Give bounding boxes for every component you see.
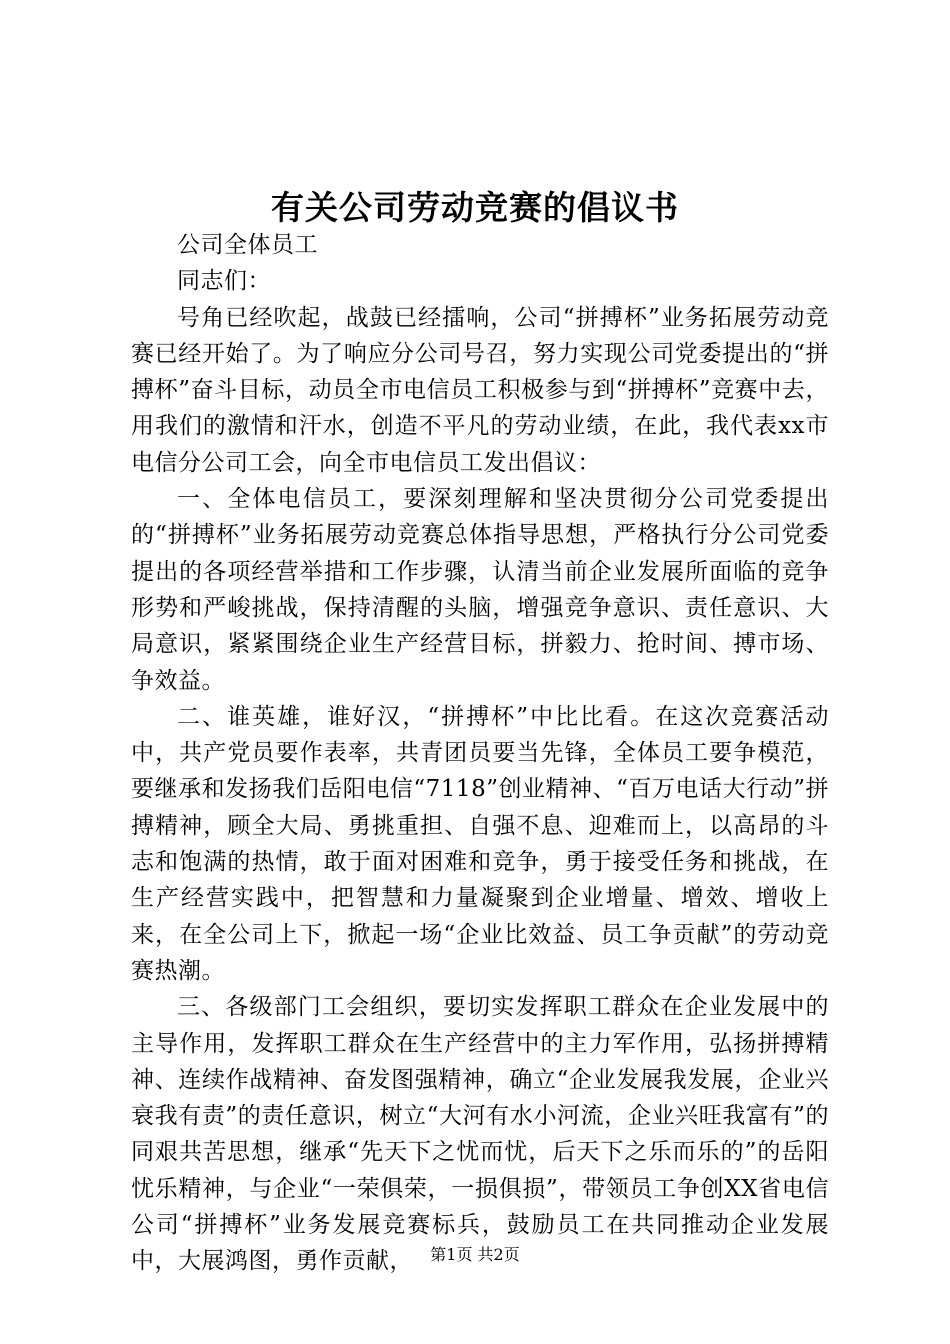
paragraph-item-1: 一、全体电信员工，要深刻理解和坚决贯彻分公司党委提出的“拼搏杯”业务拓展劳动竞赛总体指导思想，严格执行分公司党委提出的各项经营举措和工作步骤，认清当前企业发展所面临的竞争形势和严峻挑战，保持清醒的头脑，增强竞争意识、责任意识、大局意识，紧紧围绕企业生产经营目标，拼毅力、抢时间、搏市场、争效益。 [131, 486, 829, 694]
document-title: 有关公司劳动竞赛的倡议书 [271, 188, 679, 227]
salutation: 公司全体员工 [177, 232, 318, 258]
paragraph-item-2: 二、谁英雄，谁好汉，“拼搏杯”中比比看。在这次竞赛活动中，共产党员要作表率，共青团员要当先锋，全体员工要争模范，要继承和发扬我们岳阳电信“7118”创业精神、“百万电话大行动”拼搏精神，顾全大局、勇挑重担、自强不息、迎难而上，以高昂的斗志和饱满的热情，敢于面对困难和竞争，勇于接受任务和挑战，在生产经营实践中，把智慧和力量凝聚到企业增量、增效、增收上来，在全公司上下，掀起一场“企业比效益、员工争贡献”的劳动竞赛热潮。 [131, 703, 829, 984]
document-body [131, 227, 829, 1280]
page-number-footer: 第1页 共2页 [430, 1245, 520, 1264]
paragraph-intro: 号角已经吹起，战鼓已经擂响，公司“拼搏杯”业务拓展劳动竞赛已经开始了。为了响应分公司号召，努力实现公司党委提出的“拼搏杯”奋斗目标，动员全市电信员工积极参与到“拼搏杯”竞赛中去，用我们的激情和汗水，创造不平凡的劳动业绩，在此，我代表xx市电信分公司工会，向全市电信员工发出倡议： [131, 304, 829, 476]
paragraph-item-3: 三、各级部门工会组织，要切实发挥职工群众在企业发展中的主导作用，发挥职工群众在生产经营中的主力军作用，弘扬拼搏精神、连续作战精神、奋发图强精神，确立“企业发展我发展，企业兴衰我有责”的责任意识，树立“大河有水小河流，企业兴旺我富有”的同艰共苦思想，继承“先天下之忧而忧，后天下之乐而乐的”的岳阳忧乐精神，与企业“一荣俱荣，一损俱损”，带领员工争创XX省电信公司“拼搏杯”业务发展竞赛标兵，鼓励员工在共同推动企业发展中，大展鸿图，勇作贡献， [131, 994, 829, 1275]
greeting: 同志们： [177, 268, 271, 295]
